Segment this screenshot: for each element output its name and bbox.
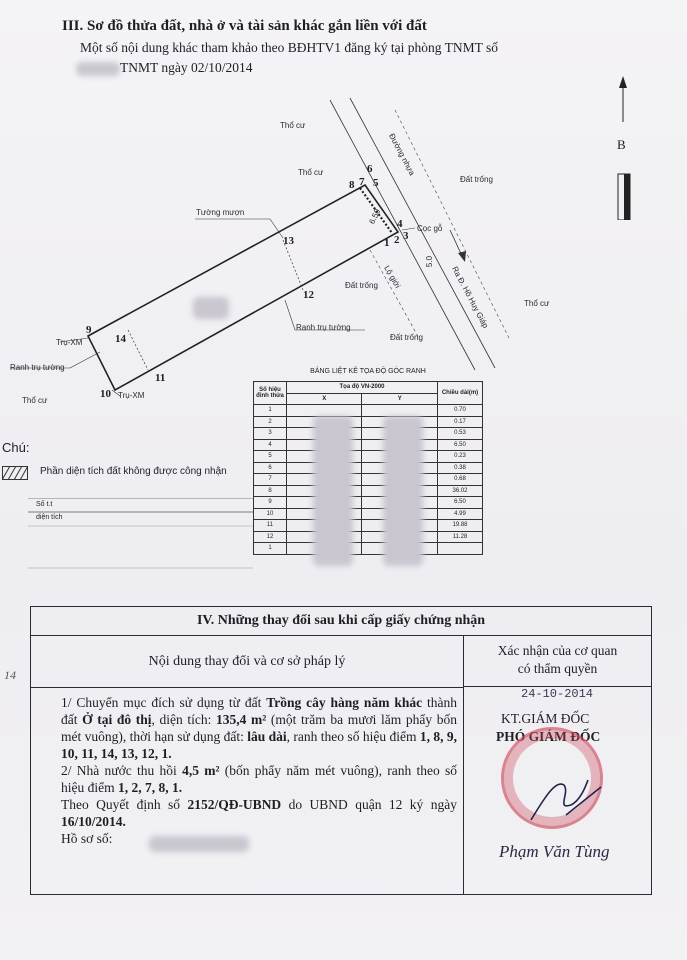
vertex-id: 12 (254, 531, 287, 543)
pho-giam-doc: PHÓ GIÁM ĐỐC (496, 729, 601, 744)
header-y: Y (362, 393, 438, 405)
label-tho-cu-4: Thổ cư (22, 396, 48, 405)
coordinate-row (254, 405, 483, 417)
coordinate-table (253, 368, 483, 555)
edge-length: 0.70 (438, 405, 483, 417)
redacted-number (76, 62, 120, 76)
edge-length: 4.99 (438, 508, 483, 520)
point-4: 4 (397, 218, 403, 230)
margin-mark: 14 (4, 668, 16, 682)
coordinate-row (254, 474, 483, 486)
edge-length: 19.88 (438, 520, 483, 532)
signer-name: Phạm Văn Tùng (499, 842, 610, 861)
vertex-id: 5 (254, 451, 287, 463)
legend-table (28, 498, 258, 578)
point-8: 8 (349, 179, 355, 191)
label-dat-trong-3: Đất trống (390, 333, 423, 342)
edge-length (438, 543, 483, 555)
coordinate-row (254, 520, 483, 532)
north-label: B (617, 137, 626, 152)
section3-subtitle-line1: Một số nội dung khác tham khảo theo BĐHTV1 đăng ký tại phòng TNMT số (80, 40, 498, 55)
label-width-650: 6.50 (367, 207, 383, 226)
legend-item: Phần diện tích đất không được công nhận (40, 466, 227, 477)
vertex-id: 4 (254, 439, 287, 451)
cadastral-map (0, 90, 600, 410)
coordinate-row (254, 497, 483, 509)
point-2: 2 (394, 234, 400, 246)
date-stamp: 24-10-2014 (521, 687, 594, 701)
coordinate-row (254, 485, 483, 497)
redacted-area (193, 297, 229, 319)
edge-length: 6.50 (438, 497, 483, 509)
point-1: 1 (384, 237, 390, 249)
redacted-file-number (149, 836, 249, 852)
coordinate-row (254, 508, 483, 520)
kt-giam-doc: KT.GIÁM ĐỐC (501, 711, 590, 726)
change-item-2: 2/ Nhà nước thu hồi 4,5 m² (bốn phẩy năm mét vuông), ranh theo số hiệu điểm 1, 2, 7, 8, 1. (61, 763, 458, 795)
point-13: 13 (283, 235, 294, 247)
edge-length: 0.17 (438, 416, 483, 428)
label-dat-trong-2: Đất trống (345, 281, 378, 290)
change-item-1: 1/ Chuyển mục đích sử dụng từ đất Trồng cây hàng năm khác thành đất Ở tại đô thị, diện tích: 135,4 m² (một trăm ba mươi lăm phẩy bốn mét vuông), thời hạn sử dụng đất: lâu dài, ranh theo số hiệu điểm 1, 8, 9, 10, 11, 14, 13, 12, 1. (61, 695, 458, 761)
coordinate-row (254, 543, 483, 555)
file-number: Hồ sơ số: (61, 831, 113, 846)
edge-length: 11.28 (438, 531, 483, 543)
label-tuong-muon: Tường mượn (196, 208, 245, 217)
label-duong-nhua: Đường nhựa (387, 132, 417, 178)
point-7: 7 (359, 176, 365, 188)
label-width-5: 5.0 (425, 255, 435, 268)
coordinate-row (254, 451, 483, 463)
legend-chu: Chú: (2, 440, 30, 455)
point-10: 10 (100, 388, 111, 400)
coordinate-row (254, 416, 483, 428)
coordinate-row (254, 531, 483, 543)
vertex-id: 7 (254, 474, 287, 486)
header-x: X (287, 393, 362, 405)
edge-length: 0.68 (438, 474, 483, 486)
vertex-id: 2 (254, 416, 287, 428)
legend-row1: Số t.t (36, 501, 53, 508)
section3-subtitle-line2: TNMT ngày 02/10/2014 (120, 60, 253, 75)
point-14: 14 (115, 333, 126, 345)
col-right-line1: Xác nhận của cơ quan (497, 643, 618, 658)
section3-title: III. Sơ đồ thửa đất, nhà ở và tài sản khác gắn liền với đất (62, 18, 427, 34)
vertex-id: 6 (254, 462, 287, 474)
section4-col-left-header: Nội dung thay đổi và cơ sở pháp lý (31, 636, 464, 688)
section4-title: IV. Những thay đổi sau khi cấp giấy chứng nhận (31, 607, 651, 636)
coordinate-row (254, 428, 483, 440)
label-lo-gioi: Lộ giới (382, 264, 403, 290)
point-6: 6 (367, 163, 373, 175)
edge-length: 0.38 (438, 462, 483, 474)
header-vertex: Số hiệu đỉnh thửa (254, 382, 287, 405)
vertex-id: 8 (254, 485, 287, 497)
section4-table (30, 606, 652, 895)
label-dat-trong-1: Đất trống (460, 175, 493, 184)
label-tru-xm-1: Trụ-XM (56, 338, 83, 347)
header-coords: Tọa độ VN-2000 (287, 382, 438, 394)
vertex-id: 11 (254, 520, 287, 532)
coordinate-table-title: BẢNG LIỆT KÊ TỌA ĐỘ GÓC RANH (310, 368, 426, 375)
redacted-y-coords (383, 416, 423, 566)
label-tru-xm-2: Trụ-XM (118, 391, 145, 400)
label-tho-cu-3: Thổ cư (524, 299, 550, 308)
label-ranh-tru-tuong-2: Ranh trụ tường (10, 363, 65, 372)
point-12: 12 (303, 289, 314, 301)
section4-content (31, 688, 464, 894)
signature (526, 775, 606, 825)
x-coord (287, 405, 362, 417)
label-ra-duong: Ra Đ. Hồ Huy Giáp (450, 265, 491, 330)
label-tho-cu-1: Thổ cư (280, 121, 306, 130)
y-coord (362, 405, 438, 417)
point-9: 9 (86, 324, 92, 336)
label-ranh-tru-tuong-1: Ranh trụ tường (296, 323, 351, 332)
vertex-id: 1 (254, 405, 287, 417)
label-tho-cu-2: Thổ cư (298, 168, 324, 177)
coordinate-row (254, 439, 483, 451)
point-3: 3 (403, 230, 409, 242)
coordinate-row (254, 462, 483, 474)
point-11: 11 (155, 372, 166, 384)
vertex-id: 1 (254, 543, 287, 555)
point-5: 5 (373, 177, 379, 189)
edge-length: 6.50 (438, 439, 483, 451)
edge-length: 0.53 (438, 428, 483, 440)
edge-length: 36.02 (438, 485, 483, 497)
hatch-pattern-icon (2, 466, 28, 480)
vertex-id: 10 (254, 508, 287, 520)
header-length: Chiều dài(m) (438, 382, 483, 405)
vertex-id: 3 (254, 428, 287, 440)
label-coc-go: Cọc gỗ (417, 224, 443, 233)
section4-col-right-header (464, 636, 651, 687)
vertex-id: 9 (254, 497, 287, 509)
edge-length: 0.23 (438, 451, 483, 463)
change-legal-basis: Theo Quyết định số 2152/QĐ-UBND do UBND quận 12 ký ngày 16/10/2014. (61, 797, 457, 829)
legend-row2: diện tích (36, 514, 63, 521)
redacted-x-coords (313, 416, 353, 566)
col-right-line2: có thẩm quyền (517, 661, 598, 676)
